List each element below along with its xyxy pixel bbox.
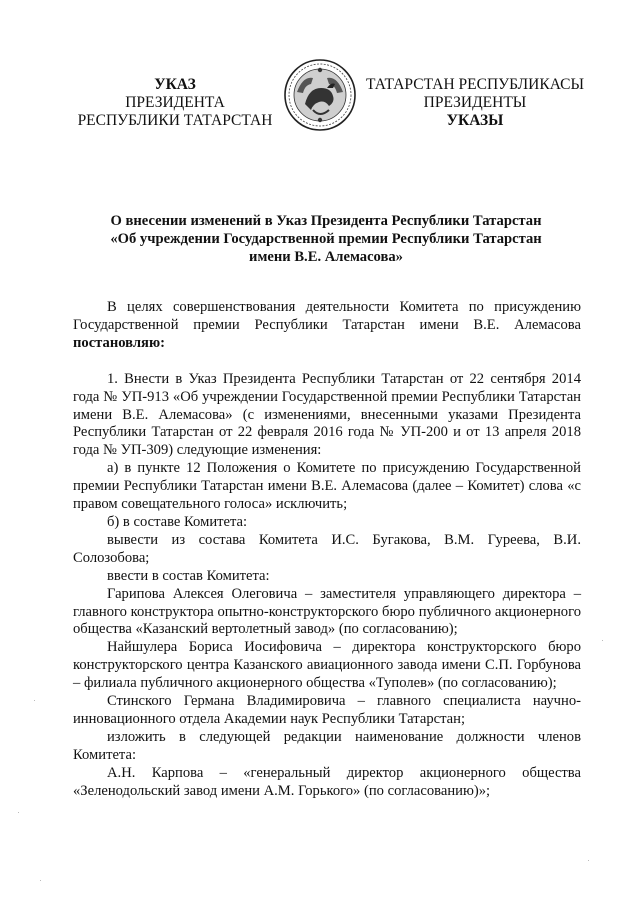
title-line-3: имени В.Е. Алемасова»: [249, 249, 403, 265]
header-right-line-3: УКАЗЫ: [446, 112, 504, 129]
header-right-tatar: [352, 76, 598, 130]
header-left-line-1: УКАЗ: [154, 76, 196, 93]
header-left-russian: [60, 76, 290, 130]
preamble-text: В целях совершенствования деятельности Комитета по присуждению Государственной премии Республики Татарстан имени В.Е. Алемасова: [73, 299, 581, 333]
title-line-1: О внесении изменений в Указ Президента Республики Татарстан: [110, 213, 542, 229]
coat-of-arms-emblem-icon: [283, 58, 357, 132]
decree-word: постановляю: [73, 334, 161, 351]
paragraph-1: 1. Внести в Указ Президента Республики Татарстан от 22 сентября 2014 года № УП-913 «Об учреждении Государственной премии Республики Татарстан имени В.Е. Алемасова» (с изменениями, внесенными указами Президента Республики Татарстан от 22 февраля 2016 года № УП-200 и от 13 апреля 2018 года № УП-309) следующие изменения:: [73, 370, 581, 459]
paragraph-karpov: А.Н. Карпова – «генеральный директор акционерного общества «Зеленодольский завод имени А.М. Горького» (по согласованию)»;: [73, 764, 581, 799]
preamble-paragraph: В целях совершенствования деятельности Комитета по присуждению Государственной премии Республики Татарстан имени В.Е. Алемасова постановляю:: [73, 299, 581, 351]
paragraph-a: а) в пункте 12 Положения о Комитете по присуждению Государственной премии Республики Татарстан имени В.Е. Алемасова (далее – Комитет) слова «с правом совещательного голоса» исключить;: [73, 460, 581, 513]
header-right-line-1: ТАТАРСТАН РЕСПУБЛИКАСЫ: [366, 76, 584, 93]
header-left-line-2: ПРЕЗИДЕНТА: [125, 94, 225, 111]
paragraph-add-members: ввести в состав Комитета:: [107, 567, 270, 584]
header-left-line-3: РЕСПУБЛИКИ ТАТАРСТАН: [77, 112, 273, 129]
paragraph-b: б) в составе Комитета:: [107, 513, 248, 530]
paragraph-garipov: Гарипова Алексея Олеговича – заместителя управляющего директора – главного конструктора опытно-конструкторского бюро публичного акционерного общества «Казанский вертолетный завод» (по согласованию);: [73, 585, 581, 638]
paragraph-rename-positions: изложить в следующей редакции наименование должности членов Комитета:: [73, 728, 581, 763]
paragraph-stinsky: Стинского Германа Владимировича – главного специалиста научно-инновационного отдела Академии наук Республики Татарстан;: [73, 693, 581, 727]
title-line-2: «Об учреждении Государственной премии Республики Татарстан: [110, 231, 542, 247]
decree-body: [73, 299, 581, 800]
header-right-line-2: ПРЕЗИДЕНТЫ: [423, 94, 527, 111]
paragraph-remove-members: вывести из состава Комитета И.С. Бугакова, В.М. Гуреева, В.И. Солозобова;: [73, 531, 581, 566]
decree-title: [70, 212, 582, 266]
paragraph-naishuler: Найшулера Бориса Иосифовича – директора конструкторского бюро конструкторского центра Казанского авиационного завода имени С.П. Горбунова – филиала публичного акционерного общества «Туполев» (по согласованию);: [73, 639, 581, 692]
